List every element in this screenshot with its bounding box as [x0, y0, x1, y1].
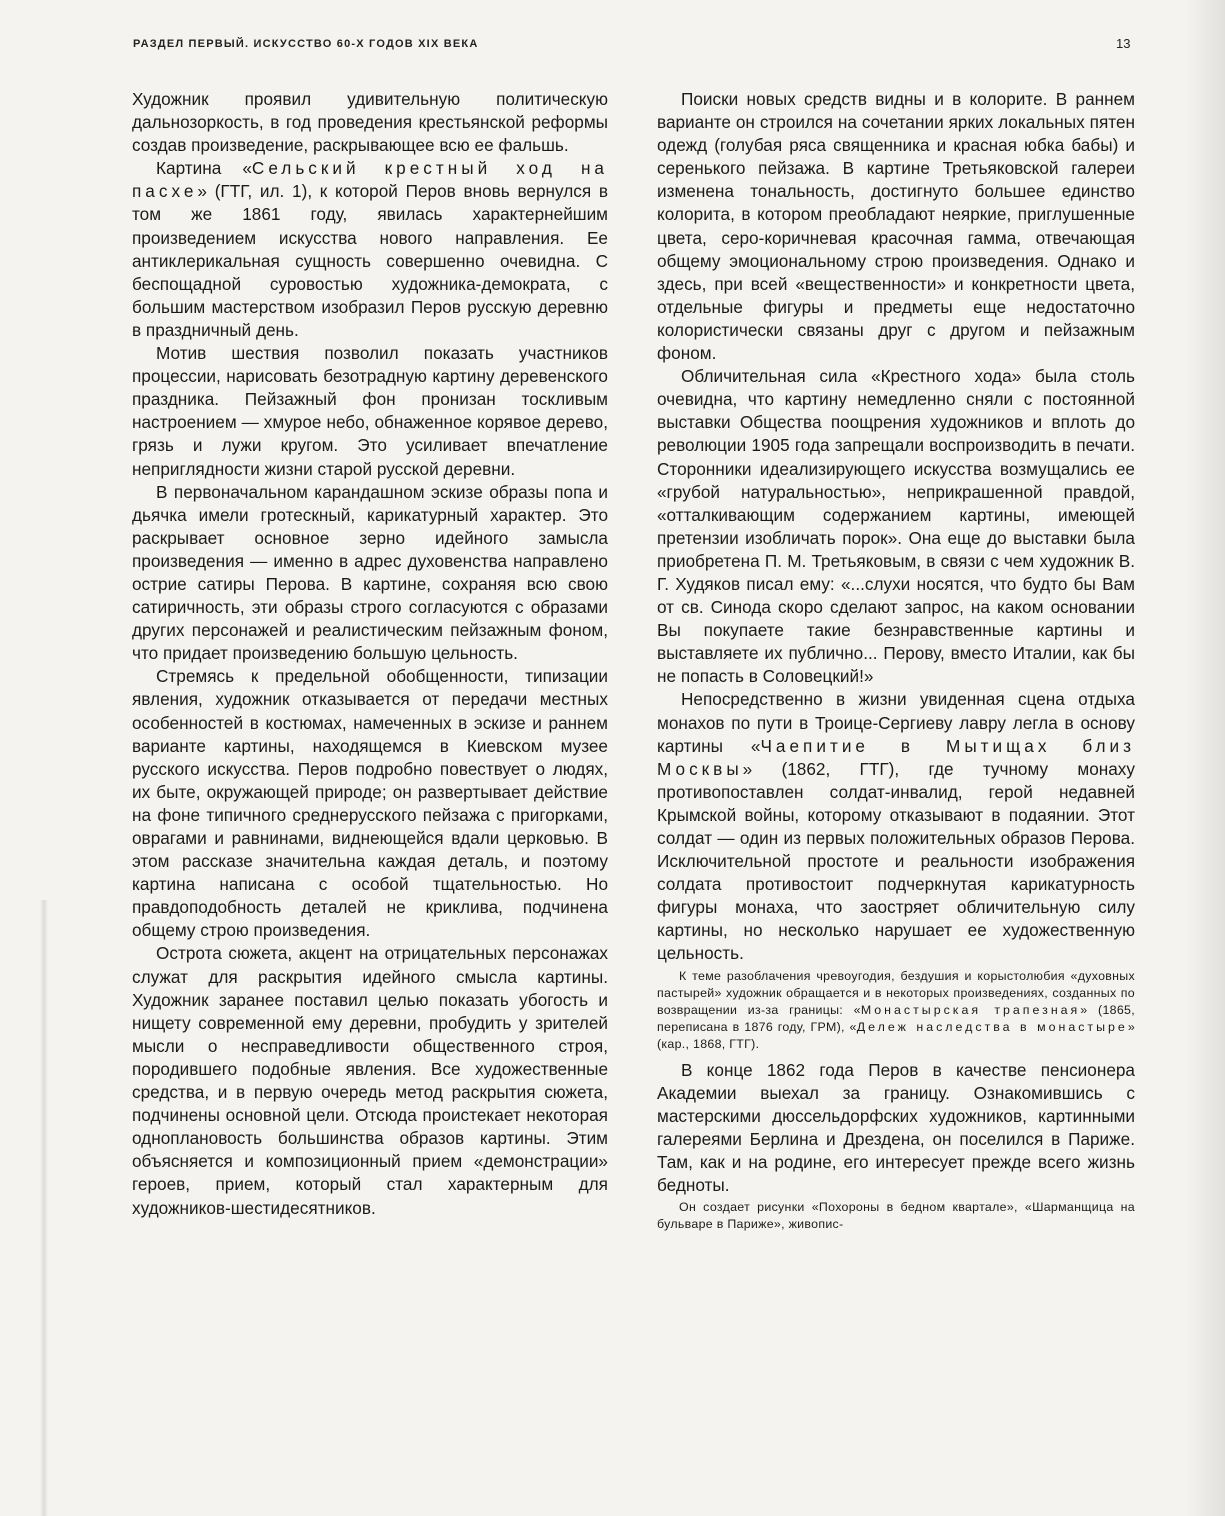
- paragraph: [657, 688, 1135, 965]
- text-run: » (1865, переписана в 1876 году, ГРМ), «: [657, 1002, 1135, 1034]
- paragraph: В первоначальном карандашном эскизе образы попа и дьячка имели гротескный, карикатурный характер. Это раскрывает основное зерно идейного замысла произведения — именно в адрес духовенства направлено острие сатиры Перова. В картине, сохраняя всю свою сатиричность, эти образы строго согласуются с образами других персонажей и реалистическим пейзажным фоном, что придает произведению большую цельность.: [132, 481, 608, 664]
- artwork-title: Сельский крестный ход на пасхе: [132, 158, 608, 202]
- binding-shadow: [40, 900, 48, 1516]
- paragraph: В конце 1862 года Перов в качестве пенсионера Академии выехал за границу. Ознакомившись с мастерскими дюссельдорфских художников, картинными галереями Берлина и Дрездена, он поселился в Париже. Там, как и на родине, его интересует прежде всего жизнь бедноты.: [657, 1059, 1135, 1196]
- right-column: [657, 88, 1135, 1239]
- paragraph: Острота сюжета, акцент на отрицательных персонажах служат для раскрытия идейного смысла картины. Художник заранее поставил целью показать убогость и нищету современной ему деревни, пробудить у зрителей мысли о несправедливости общественного строя, породившего подобные явления. Все художественные средства, и в первую очередь метод раскрытия сюжета, подчинены основной цели. Отсюда проистекает некоторая одноплановость большинства образов картины. Этим объясняется и композиционный прием «демонстрации» героев, прием, который стал характерным для художников-шестидесятников.: [132, 943, 608, 1218]
- text-run: Непосредственно в жизни увиденная сцена отдыха монахов по пути в Троице-Сергиеву лавру легла в основу картины «: [657, 689, 1135, 756]
- paragraph: Поиски новых средств видны и в колорите. В раннем варианте он строился на сочетании ярких локальных пятен одежд (голубая ряса священника и красная юбка бабы) и серенького пейзажа. В картине Третьяковской галереи изменена тональность, достигнуто большее единство колорита, в котором преобладают неяркие, приглушенные цвета, серо-коричневая красочная гамма, отвечающая общему эмоциональному строю произведения. Однако и здесь, при всей «вещественности» и конкретности цвета, отдельные фигуры и предметы еще недостаточно колористически связаны друг с другом и пейзажным фоном.: [657, 89, 1135, 364]
- text-run: » (1862, ГТГ), где тучному монаху противопоставлен солдат-инвалид, герой недавней Крымской войны, которому отказывают в подаянии. Этот солдат — один из первых положительных образов Перова. Исключительной простоте и реальности изображения солдата противостоит подчеркнутая карикатурность фигуры монаха, что заостряет обличительную силу картины, но несколько нарушает ее художественную цельность.: [657, 758, 1135, 964]
- footnote: Он создает рисунки «Похороны в бедном квартале», «Шарманщица на бульваре в Париже», живопис-: [657, 1200, 1135, 1232]
- text-run: » (кар., 1868, ГТГ).: [657, 1019, 1136, 1051]
- artwork-title: Чаепитие в Мытищах близ Москвы: [657, 735, 1135, 779]
- left-column: [132, 88, 608, 1220]
- paragraph: [132, 157, 608, 342]
- paragraph: Стремясь к предельной обобщенности, типизации явления, художник отказывается от передачи местных особенностей в костюмах, намеченных в эскизе и раннем варианте картины, находящемся в Киевском музее русского искусства. Перов подробно повествует о людях, их быте, окружающей природе; он развертывает действие на фоне типичного среднерусского пейзажа с пригорками, оврагами и равнинами, виднеющейся вдали церковью. В этом рассказе значительна каждая деталь, и поэтому картина написана с особой тщательностью. Но правдоподобность деталей не криклива, подчинена общему строю произведения.: [132, 666, 608, 941]
- artwork-title: Монастырская трапезная: [860, 1002, 1081, 1017]
- paragraph: Мотив шествия позволил показать участников процессии, нарисовать безотрадную картину деревенского праздника. Пейзажный фон пронизан тоскливым настроением — хмурое небо, обнаженное корявое дерево, грязь и лужи кругом. Это усиливает впечатление неприглядности жизни старой русской деревни.: [132, 343, 608, 479]
- text-run: К теме разоблачения чревоугодия, бездушия и корыстолюбия «духовных пастырей» художник обращается и в некоторых произведениях, созданных по возвращении из-за границы: «: [657, 968, 1135, 1017]
- running-title: РАЗДЕЛ ПЕРВЫЙ. ИСКУССТВО 60-Х ГОДОВ XIX ВЕКА: [133, 38, 479, 50]
- footnote: [657, 968, 1135, 1053]
- paragraph: Обличительная сила «Крестного хода» была столь очевидна, что картину немедленно сняли с постоянной выставки Общества поощрения художников и вплоть до революции 1905 года запрещали воспроизводить в печати. Сторонники идеализирующего искусства возмущались ее «грубой натуральностью», неприкрашенной правдой, «отталкивающим содержанием картины, имеющей претензии изобличать порок». Она еще до выставки была приобретена П. М. Третьяковым, в связи с чем художник В. Г. Худяков писал ему: «...слухи носятся, что будто бы Вам от св. Синода скоро сделают запрос, на каком основании Вы покупаете такие безнравственные картины и выставляете их публично... Перову, вместо Италии, как бы не попасть в Соловецкий!»: [657, 366, 1135, 687]
- page-edge-shadow: [1185, 0, 1225, 1516]
- text-run: Картина «: [156, 158, 252, 179]
- paragraph: Художник проявил удивительную политическую дальнозоркость, в год проведения крестьянской реформы создав произведение, раскрывающее всю ее фальшь.: [132, 89, 608, 156]
- text-run: » (ГТГ, ил. 1), к которой Перов вновь вернулся в том же 1861 году, явилась характернейшим произведением искусства нового направления. Ее антиклерикальная сущность совершенно очевидна. С беспощадной суровостью художника-демократа, с большим мастерством изобразил Перов русскую деревню в праздничный день.: [132, 181, 608, 340]
- artwork-title: Дележ наследства в монастыре: [856, 1019, 1128, 1034]
- page-number: 13: [1116, 36, 1131, 51]
